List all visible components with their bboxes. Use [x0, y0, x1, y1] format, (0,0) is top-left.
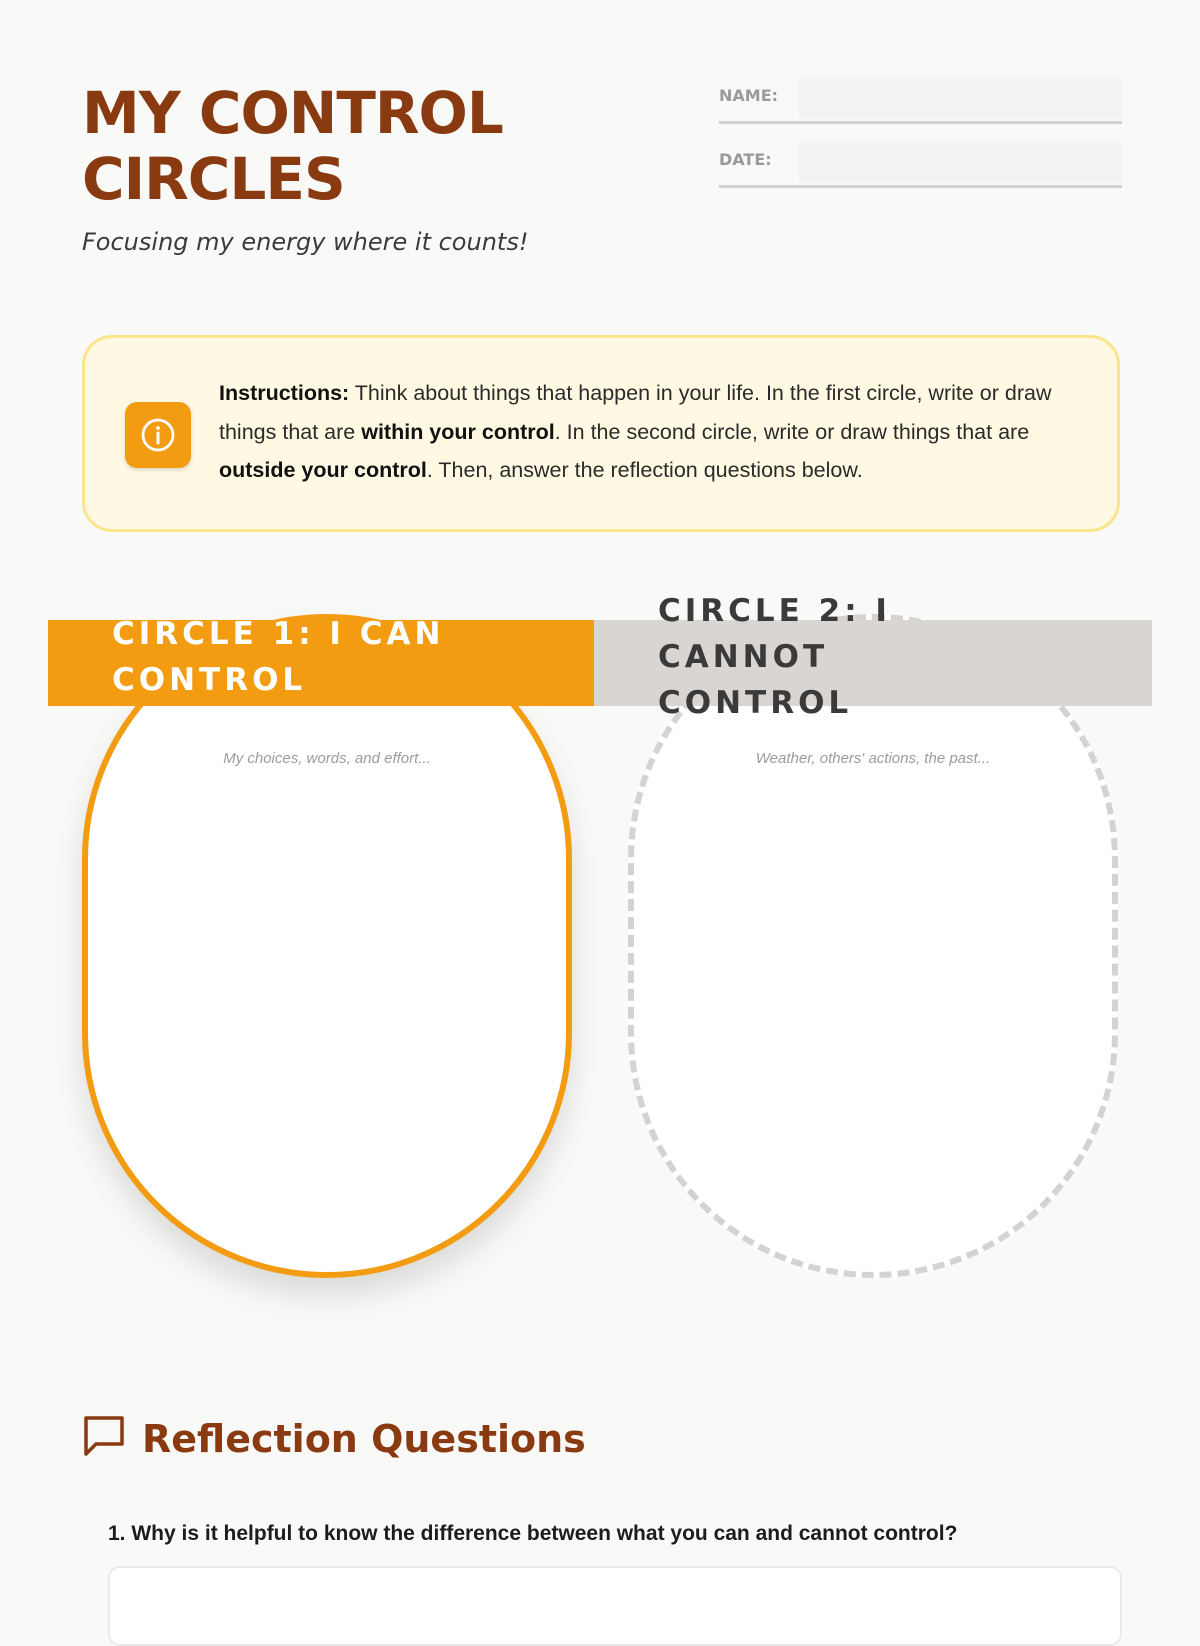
circle-can-control-area[interactable] [82, 614, 572, 1278]
reflection-heading: Reflection Questions [142, 1416, 586, 1461]
instructions-box [82, 335, 1120, 532]
instructions-part-3: . Then, answer the reflection questions below. [426, 458, 863, 482]
circle-cannot-control-area[interactable] [628, 593, 1118, 1278]
name-field-row [719, 80, 1122, 124]
page-subtitle: Focusing my energy where it counts! [82, 228, 529, 256]
circle-can-control-header [48, 616, 606, 706]
reflection-section-title [82, 1414, 586, 1463]
reflection-answer-1[interactable] [108, 1566, 1122, 1646]
student-info-fields [719, 80, 1122, 208]
circle-cannot-control-hint: Weather, others' actions, the past... [755, 750, 991, 767]
instructions-text [219, 374, 1089, 490]
name-label: NAME: [719, 86, 779, 105]
instructions-part-2: . In the second circle, write or draw things that are [554, 419, 1030, 444]
date-field-row [719, 144, 1122, 188]
date-label: DATE: [719, 150, 772, 169]
circle-can-control-heading: CIRCLE 1: I CAN CONTROL [112, 616, 445, 698]
reflection-question-1: 1. Why is it helpful to know the difference between what you can and cannot control? [108, 1522, 958, 1545]
instructions-lead: Instructions: [219, 381, 350, 405]
instructions-emphasis-outside: outside your control [219, 458, 427, 482]
date-input[interactable] [799, 143, 1122, 183]
speech-bubble-icon [82, 1414, 126, 1463]
info-icon [125, 402, 191, 468]
instructions-part-1: Think about things that happen in your life. In the first circle, write or draw things that are [219, 381, 1052, 444]
page-title: MY CONTROL CIRCLES [82, 79, 503, 213]
circle-can-control-hint: My choices, words, and effort... [223, 750, 431, 767]
circle-cannot-control [628, 593, 1118, 1278]
circle-cannot-control-heading: CIRCLE 2: I CANNOT CONTROL [658, 593, 891, 721]
circle-cannot-control-header [594, 593, 1152, 721]
circle-can-control [82, 614, 572, 1278]
instructions-emphasis-within: within your control [361, 419, 555, 444]
name-input[interactable] [799, 79, 1122, 119]
worksheet-header [82, 80, 1122, 280]
